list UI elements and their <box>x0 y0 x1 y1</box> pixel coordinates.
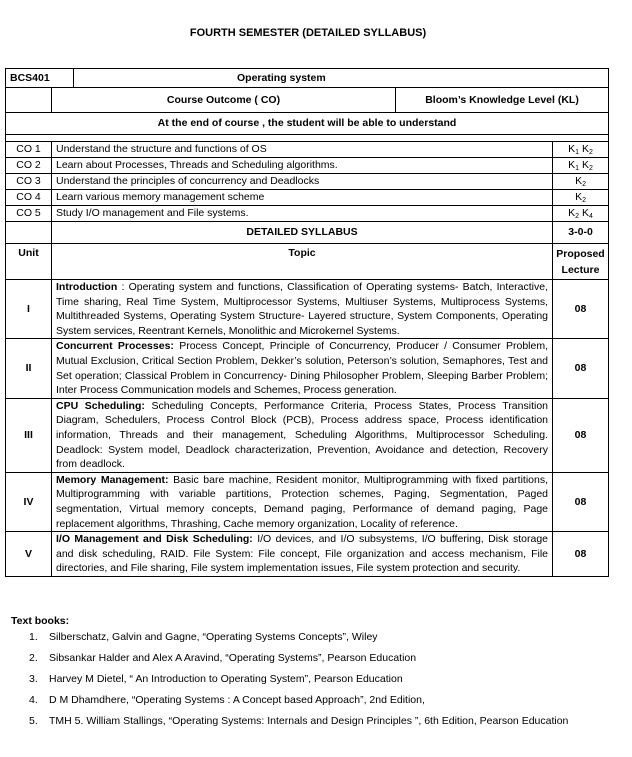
outcome-text: Understand the structure and functions of OS <box>52 142 553 158</box>
outcome-text: Learn various memory management scheme <box>52 190 553 206</box>
unit-row <box>6 339 609 398</box>
proposed-lecture-header <box>553 244 609 280</box>
unit-lectures: 08 <box>553 280 609 339</box>
outcome-row <box>6 190 609 206</box>
outcome-row <box>6 206 609 222</box>
unit-title: Concurrent Processes: <box>56 340 174 353</box>
course-outcome-header: Course Outcome ( CO) <box>52 88 396 113</box>
unit-body: Process Concept, Principle of Concurrency, Producer / Consumer Problem, Mutual Exclusion, Critical Section Problem, Dekker’s solution, Peterson’s solution, Semaphores, Test and Set operation; Classical Problem in Concurrency- Dining Philosopher Problem, Sleeping Barber Problem; Inter Process Communication models and Schemes, Process generation. <box>56 340 549 397</box>
text-book-item <box>11 652 611 673</box>
unit-header: Unit <box>6 244 52 280</box>
kl-level: $K_2$ <box>581 159 593 173</box>
unit-number: III <box>6 398 52 472</box>
blooms-level-header: Bloom’s Knowledge Level (KL) <box>396 88 609 113</box>
text-book-text: Harvey M Dietel, “ An Introduction to Operating System”, Pearson Education <box>49 673 403 685</box>
text-book-item <box>11 673 611 694</box>
unit-body: I/O devices, and I/O subsystems, I/O buffering, Disk storage and disk scheduling, RAID. File System: File concept, File organization and access mechanism, File directories, and File sharing, File system implementation issues, File system protection and security. <box>56 533 549 575</box>
unit-lectures: 08 <box>553 398 609 472</box>
unit-row <box>6 398 609 472</box>
text-book-number: 5. <box>29 715 38 727</box>
unit-separator <box>145 400 152 412</box>
text-books-section <box>11 615 611 736</box>
outcome-code: CO 1 <box>6 142 52 158</box>
unit-title: I/O Management and Disk Scheduling: <box>56 533 253 546</box>
kl-level: $K_2$ <box>581 143 593 157</box>
outcome-kl <box>553 142 609 158</box>
unit-row <box>6 280 609 339</box>
unit-topic <box>52 280 553 339</box>
kl-level: $K_4$ <box>581 207 593 221</box>
outcome-text: Study I/O management and File systems. <box>52 206 553 222</box>
lecture-label: Lecture <box>561 263 600 276</box>
syllabus-table <box>5 68 609 577</box>
unit-body: Basic bare machine, Resident monitor, Multiprogramming with fixed partitions, Multiprogramming with variable partitions, Protection schemes, Paging, Segmentation, Paged segmentation, Virtual memory concepts, Demand paging, Performance of demand paging, Page replacement algorithms, Thrashing, Cache memory organization, Locality of reference. <box>56 473 549 530</box>
outcome-kl <box>553 206 609 222</box>
unit-lectures: 08 <box>553 339 609 398</box>
unit-body: Operating system and functions, Classification of Operating systems- Batch, Interactive, Time sharing, Real Time System, Multiprocessor Systems, Multiuser Systems, Multiprocess Systems, Multithreaded Systems, Operating System Structure- Layered structure, System Components, Operating System services, Reentrant Kernels, Monolithic and Microkernel Systems. <box>56 281 549 337</box>
kl-level: $K_2$ <box>568 207 580 221</box>
unit-lectures: 08 <box>553 532 609 577</box>
unit-row <box>6 472 609 531</box>
unit-row <box>6 532 609 577</box>
unit-number: IV <box>6 472 52 531</box>
text-books-title: Text books: <box>11 615 70 627</box>
text-book-item <box>11 694 611 715</box>
unit-title: CPU Scheduling: <box>56 399 145 412</box>
outcome-code: CO 3 <box>6 174 52 190</box>
outcome-row <box>6 158 609 174</box>
proposed-label: Proposed <box>556 247 605 260</box>
unit-topic <box>52 339 553 398</box>
unit-body: Scheduling Concepts, Performance Criteria, Process States, Process Transition Diagram, Schedulers, Process Control Block (PCB), Process address space, Process identification information, Threads and their management, Scheduling Algorithms, Multiprocessor Scheduling. Deadlock: System model, Deadlock characterization, Prevention, Avoidance and detection, Recovery from deadlock. <box>56 399 549 471</box>
unit-title: Memory Management: <box>56 473 169 486</box>
unit-number: I <box>6 280 52 339</box>
outcome-kl <box>553 174 609 190</box>
topic-header: Topic <box>52 244 553 280</box>
course-code: BCS401 <box>6 69 74 88</box>
text-book-number: 4. <box>29 694 38 706</box>
outcome-text: Understand the principles of concurrency and Deadlocks <box>52 174 553 190</box>
unit-separator: : <box>117 281 129 293</box>
text-book-number: 1. <box>29 631 38 643</box>
kl-level: $K_1$ <box>568 159 580 173</box>
text-book-item <box>11 715 611 736</box>
outcome-row <box>6 142 609 158</box>
outcome-row <box>6 174 609 190</box>
text-book-text: Silberschatz, Galvin and Gagne, “Operating Systems Concepts”, Wiley <box>49 631 378 643</box>
outcome-kl <box>553 158 609 174</box>
page-title: FOURTH SEMESTER (DETAILED SYLLABUS) <box>189 27 427 39</box>
outcome-code: CO 5 <box>6 206 52 222</box>
outcome-text: Learn about Processes, Threads and Scheduling algorithms. <box>52 158 553 174</box>
unit-topic <box>52 472 553 531</box>
unit-number: II <box>6 339 52 398</box>
course-name: Operating system <box>74 69 609 88</box>
unit-lectures: 08 <box>553 472 609 531</box>
text-books-list <box>11 631 611 736</box>
unit-topic <box>52 398 553 472</box>
kl-level: $K_2$ <box>575 175 586 189</box>
outcome-code: CO 4 <box>6 190 52 206</box>
detailed-syllabus-header: DETAILED SYLLABUS <box>52 222 553 244</box>
text-book-item <box>11 631 611 652</box>
outcome-code: CO 2 <box>6 158 52 174</box>
outcome-kl <box>553 190 609 206</box>
text-book-number: 3. <box>29 673 38 685</box>
text-book-text: Sibsankar Halder and Alex A Aravind, “Operating Systems”, Pearson Education <box>49 652 417 664</box>
unit-topic <box>52 532 553 577</box>
ltp-value: 3-0-0 <box>553 222 609 244</box>
unit-number: V <box>6 532 52 577</box>
kl-level: $K_2$ <box>575 191 586 205</box>
unit-title: Introduction <box>56 281 118 293</box>
text-book-text: D M Dhamdhere, “Operating Systems : A Concept based Approach”, 2nd Edition, <box>49 694 425 706</box>
text-book-text: TMH 5. William Stallings, “Operating Systems: Internals and Design Principles ”, 6th Edition, Pearson Education <box>49 715 569 727</box>
kl-level: $K_1$ <box>568 143 580 157</box>
text-book-number: 2. <box>29 652 38 664</box>
end-of-course-row: At the end of course , the student will be able to understand <box>6 113 609 135</box>
